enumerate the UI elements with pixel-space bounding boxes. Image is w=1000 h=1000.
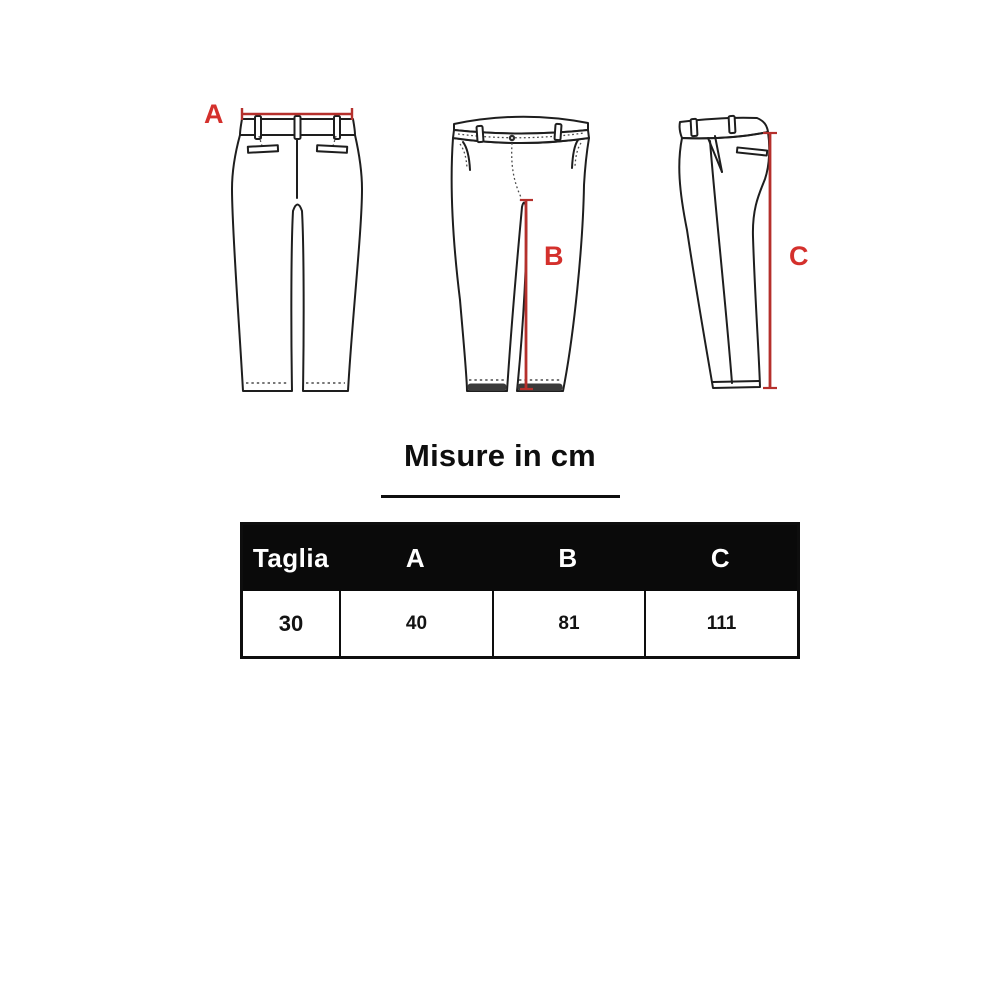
size-table-header-b: B [558,542,578,573]
front-left-hem-interior [468,384,507,392]
front-belt-loop-right [554,124,561,140]
size-table-cell-c: 111 [644,591,797,656]
size-table-cell-a: 40 [339,591,492,656]
size-table-data-row [243,591,797,656]
side-belt-loop-right [729,116,736,133]
measure-label-a: A [204,99,224,129]
front-legs-outline [452,138,589,391]
back-belt-loop-center [295,116,301,139]
size-table [240,522,800,659]
size-table-header-a: A [405,542,426,573]
front-button-hole [511,137,513,139]
side-leg-outline [679,132,769,388]
page-title: Misure in cm [404,438,596,473]
front-belt-loop-left [476,126,483,142]
back-pocket-right [317,145,347,153]
pants-front-view-drawing [450,95,592,405]
measure-label-b: B [544,241,564,271]
back-belt-loop-left [255,116,261,139]
side-belt-loop-left [691,119,698,136]
size-table-header-row [243,525,797,591]
size-table-header-taglia: Taglia [252,542,330,573]
pants-back-view-drawing [195,95,385,405]
title-underline [381,495,620,498]
front-waistband [453,130,589,143]
back-belt-loop-right [334,116,340,139]
measure-label-c: C [789,241,809,271]
back-pocket-left [248,145,278,153]
size-table-cell-taglia: 30 [278,610,304,636]
size-table-cell-b: 81 [492,591,644,656]
size-table-header-c: C [710,542,731,573]
side-hem-line [713,381,759,382]
